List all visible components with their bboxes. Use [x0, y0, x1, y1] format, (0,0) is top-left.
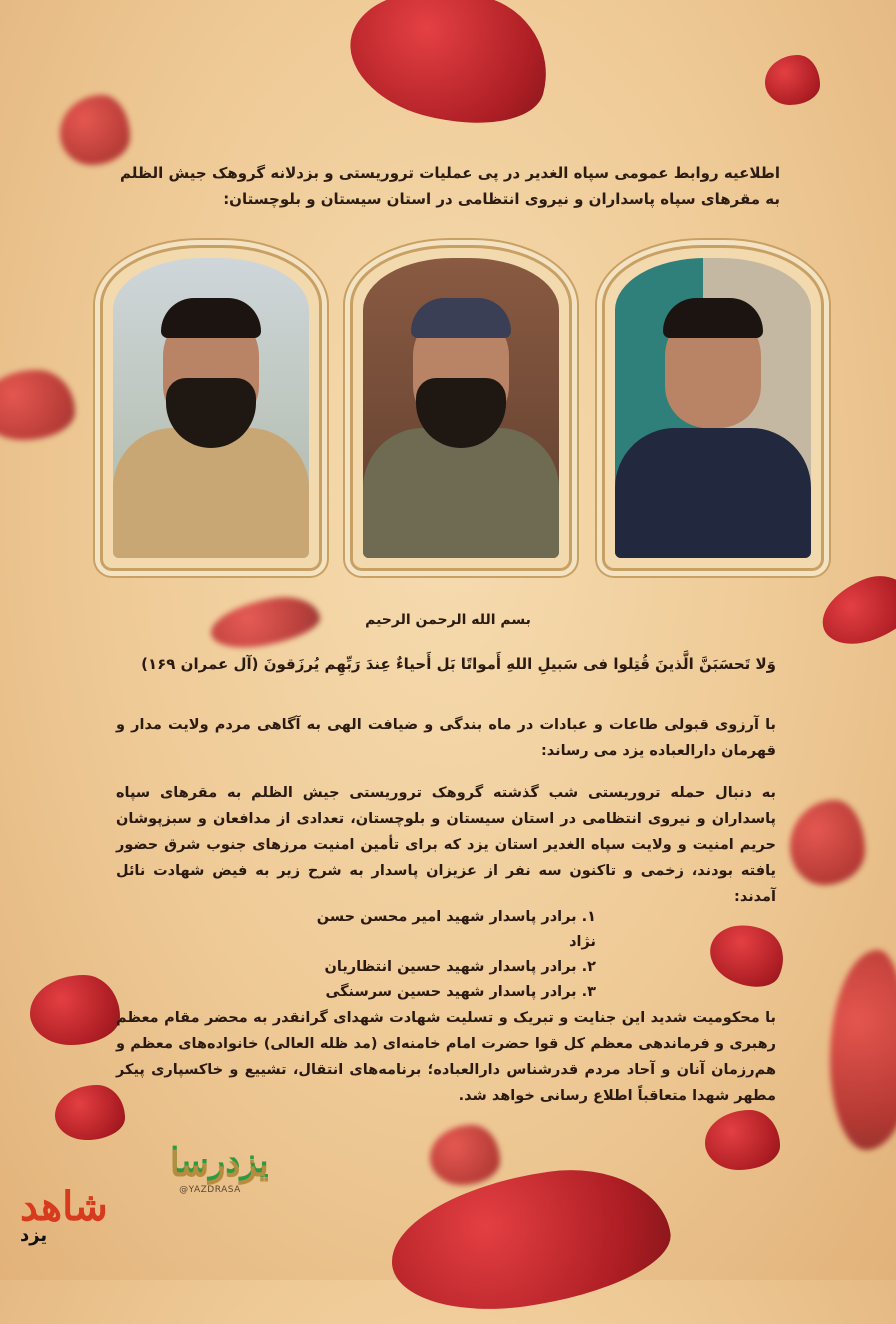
- yazdrasa-logo: [170, 1145, 269, 1195]
- martyr-photo-frame-1: [100, 245, 322, 571]
- bismillah: بسم الله الرحمن الرحیم: [365, 612, 531, 628]
- brand-title: شاهد: [20, 1183, 108, 1230]
- condolence-paragraph: با محکومیت شدید این جنایت و تبریک و تسلیت شهادت شهدای گرانقدر به محضر مقام معظم رهبری و فرماندهی معظم کل قوا حضرت امام خامنه‌ای (مد ظله العالی) خانواده‌های معظم و هم‌رزمان آنان و آحاد مردم قدرشناس دارالعباده؛ برنامه‌های انتقال، تشییع و خاکسپاری پیکر مطهر شهدا متعاقباً اطلاع رسانی خواهد شد.: [116, 1010, 776, 1104]
- rose-petal: [790, 800, 865, 885]
- shahed-yazd-logo: [20, 1185, 130, 1246]
- martyr-photo-1: [113, 258, 309, 558]
- incident-paragraph: به دنبال حمله تروریستی شب گذشته گروهک تروریستی جیش الظلم به مقرهای سپاه پاسداران و نیروی انتظامی در استان سیستان و بلوچستان، تعدادی از مدافعان و سبزپوشان حریم امنیت و ولایت سپاه الغدیر استان یزد که برای تأمین امنیت مرزهای جنوب شرق حضور یافته بودند، زخمی و تاکنون سه نفر از عزیزان پاسدار به شرح زیر به فیض شهادت نائل آمدند:: [116, 785, 776, 905]
- announcement-header: اطلاعیه روابط عمومی سپاه الغدیر در پی عملیات تروریستی و بزدلانه گروهک جیش الظلم به مقرهای سپاه پاسداران و نیروی انتظامی در استان سیستان و بلوچستان:: [120, 164, 780, 208]
- rose-petal: [830, 950, 896, 1150]
- rose-petal: [765, 55, 820, 105]
- rose-petal: [813, 566, 896, 655]
- martyr-photo-2: [363, 258, 559, 558]
- brand-subtitle: یزد: [20, 1225, 48, 1246]
- rose-petal: [701, 912, 794, 998]
- intro-paragraph: با آرزوی قبولی طاعات و عبادات در ماه بندگی و ضیافت الهی به آگاهی مردم ولایت مدار و قهرمان دارالعباده یزد می رساند:: [116, 717, 776, 759]
- rose-petal: [30, 975, 120, 1045]
- rose-petal: [55, 1085, 125, 1140]
- rose-petal: [430, 1125, 500, 1185]
- list-item: ۱. برادر پاسدار شهید امیر محسن حسن نژاد: [316, 909, 596, 950]
- rose-petal: [382, 1156, 677, 1324]
- rose-petal: [337, 0, 564, 144]
- quran-verse: وَلا تَحسَبَنَّ الَّذینَ قُتِلوا فی سَبیلِ اللهِ أَمواتًا بَل أَحیاءٌ عِندَ رَبِّهِم یُرزَقونَ (آل عمران ۱۶۹): [141, 655, 776, 673]
- rose-petal: [60, 95, 130, 165]
- martyr-photo-frame-3: [602, 245, 824, 571]
- logo-handle: @YAZDRASA: [179, 1185, 241, 1195]
- list-item: ۲. برادر پاسدار شهید حسین انتظاریان: [324, 959, 596, 975]
- martyr-photo-3: [615, 258, 811, 558]
- martyr-photo-frame-2: [350, 245, 572, 571]
- rose-petal: [0, 370, 75, 440]
- martyrs-list: [296, 905, 596, 1005]
- logo-mark: یزدرسا: [170, 1145, 269, 1185]
- list-item: ۳. برادر پاسدار شهید حسین سرسنگی: [325, 984, 596, 1000]
- rose-petal: [705, 1110, 780, 1170]
